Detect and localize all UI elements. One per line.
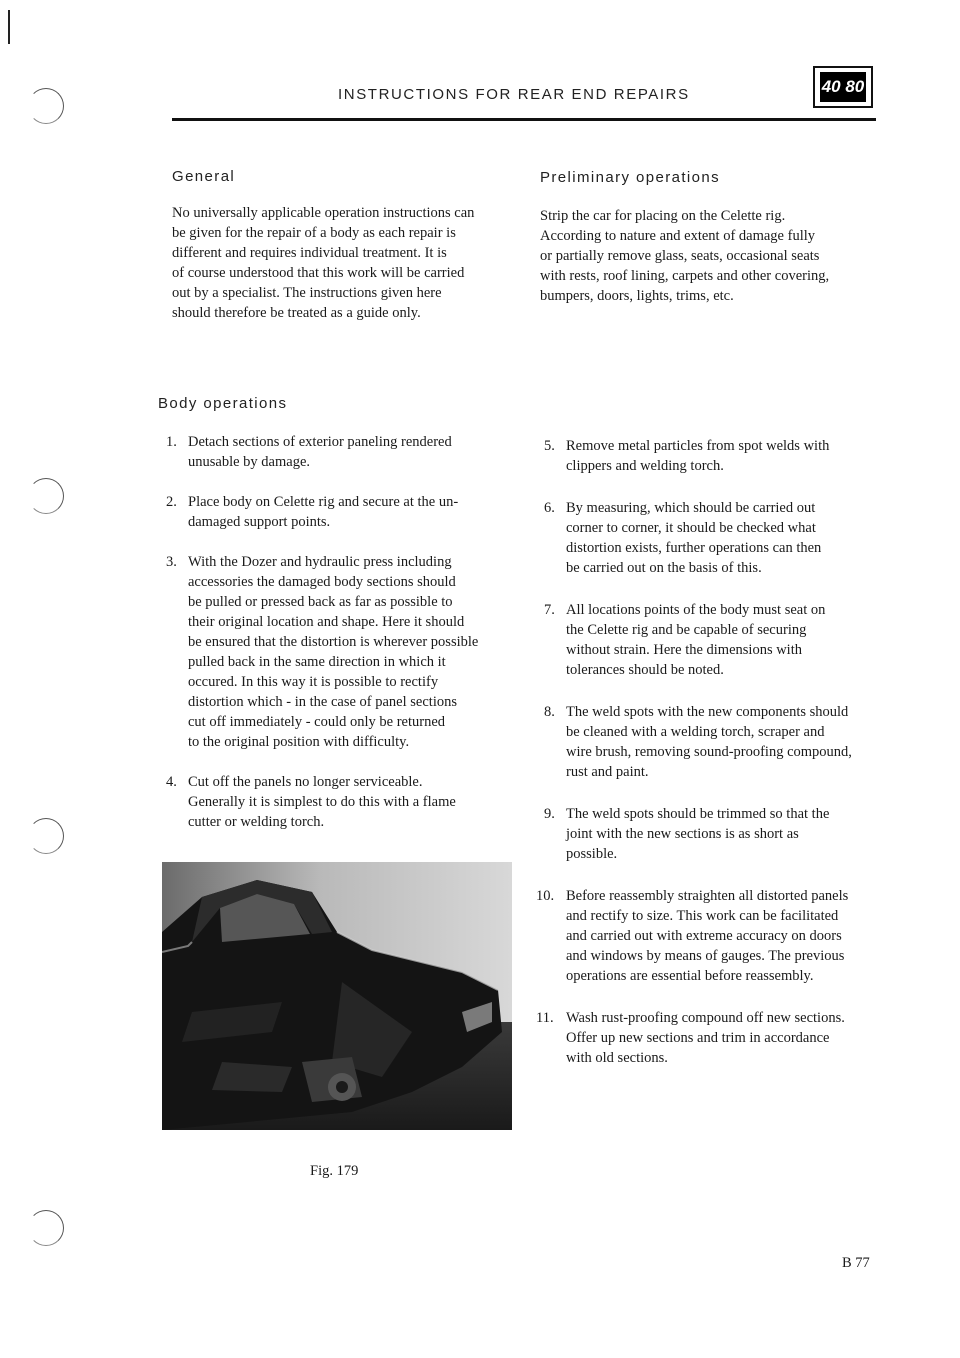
- step-line: By measuring, which should be carried out: [566, 500, 816, 516]
- general-line: should therefore be treated as a guide only.: [172, 305, 421, 321]
- step-line: tolerances should be noted.: [566, 662, 724, 678]
- left-steps: [166, 432, 528, 832]
- step-line: be pulled or pressed back as far as possible to: [188, 594, 453, 610]
- step-number: 11.: [536, 1010, 554, 1026]
- step-line: All locations points of the body must seat on: [566, 602, 826, 618]
- step-line: Before reassembly straighten all distorted panels: [566, 888, 849, 904]
- preliminary-paragraph: [540, 206, 900, 306]
- step-line: to the original position with difficulty.: [188, 734, 410, 750]
- step-line: distortion exists, further operations can then: [566, 540, 822, 556]
- step-line: clippers and welding torch.: [566, 458, 724, 474]
- step-line: unusable by damage.: [188, 454, 311, 470]
- binder-hole-4: [28, 1210, 64, 1246]
- preliminary-line: bumpers, doors, lights, trims, etc.: [540, 288, 734, 304]
- body-operations-heading: Body operations: [158, 395, 288, 412]
- preliminary-heading: Preliminary operations: [540, 169, 721, 186]
- step-item: [544, 600, 906, 680]
- general-line: No universally applicable operation instructions can: [172, 205, 475, 221]
- step-number: 5.: [544, 438, 555, 454]
- step-line: The weld spots with the new components should: [566, 704, 849, 720]
- step-line: cutter or welding torch.: [188, 814, 325, 830]
- general-line: be given for the repair of a body as each repair is: [172, 225, 456, 241]
- figure-caption: Fig. 179: [310, 1163, 359, 1179]
- section-code-box: [813, 66, 873, 108]
- step-number: 1.: [166, 434, 177, 450]
- car-rear-body-illustration: [162, 862, 512, 1130]
- step-number: 6.: [544, 500, 555, 516]
- step-line: be carried out on the basis of this.: [566, 560, 762, 576]
- step-item: [166, 552, 528, 752]
- binder-hole-3: [28, 818, 64, 854]
- page-header-title: INSTRUCTIONS FOR REAR END REPAIRS: [338, 86, 690, 103]
- step-line: and carried out with extreme accuracy on doors: [566, 928, 842, 944]
- step-line: corner to corner, it should be checked what: [566, 520, 816, 536]
- step-line: Cut off the panels no longer serviceable.: [188, 774, 423, 790]
- step-item: [544, 702, 906, 782]
- step-number: 4.: [166, 774, 177, 790]
- preliminary-line: Strip the car for placing on the Celette rig.: [540, 208, 786, 224]
- preliminary-line: or partially remove glass, seats, occasional seats: [540, 248, 820, 264]
- step-line: rust and paint.: [566, 764, 649, 780]
- step-line: cut off immediately - could only be returned: [188, 714, 446, 730]
- section-code: 40 80: [820, 72, 866, 102]
- step-line: With the Dozer and hydraulic press including: [188, 554, 452, 570]
- step-line: and windows by means of gauges. The previous: [566, 948, 845, 964]
- binder-hole-1: [28, 88, 64, 124]
- step-line: and rectify to size. This work can be facilitated: [566, 908, 839, 924]
- step-line: with old sections.: [566, 1050, 668, 1066]
- step-item: [536, 1008, 906, 1068]
- preliminary-line: According to nature and extent of damage fully: [540, 228, 815, 244]
- step-line: their original location and shape. Here it should: [188, 614, 465, 630]
- step-line: Wash rust-proofing compound off new sections.: [566, 1010, 845, 1026]
- step-item: [544, 498, 906, 578]
- step-number: 7.: [544, 602, 555, 618]
- general-paragraph: [172, 203, 532, 323]
- step-line: The weld spots should be trimmed so that the: [566, 806, 830, 822]
- step-item: [166, 492, 528, 532]
- general-line: of course understood that this work will be carried: [172, 265, 465, 281]
- preliminary-line: with rests, roof lining, carpets and other covering,: [540, 268, 830, 284]
- right-steps: [536, 436, 906, 1068]
- general-line: out by a specialist. The instructions given here: [172, 285, 442, 301]
- step-item: [166, 772, 528, 832]
- step-number: 9.: [544, 806, 555, 822]
- step-line: possible.: [566, 846, 618, 862]
- step-line: accessories the damaged body sections should: [188, 574, 456, 590]
- figure-photo: [162, 862, 512, 1130]
- step-number: 2.: [166, 494, 177, 510]
- step-line: Generally it is simplest to do this with a flame: [188, 794, 456, 810]
- header-rule: [172, 118, 876, 121]
- step-line: distortion which - in the case of panel sections: [188, 694, 457, 710]
- step-line: damaged support points.: [188, 514, 331, 530]
- general-heading: General: [172, 168, 236, 185]
- step-line: be ensured that the distortion is wherever possible: [188, 634, 479, 650]
- margin-mark: [8, 10, 10, 44]
- step-line: operations are essential before reassembly.: [566, 968, 814, 984]
- step-number: 10.: [536, 888, 555, 904]
- step-line: the Celette rig and be capable of securing: [566, 622, 807, 638]
- step-item: [544, 436, 906, 476]
- step-line: be cleaned with a welding torch, scraper and: [566, 724, 825, 740]
- binder-hole-2: [28, 478, 64, 514]
- general-line: different and requires individual treatment. It is: [172, 245, 447, 261]
- step-line: Remove metal particles from spot welds with: [566, 438, 830, 454]
- step-item: [536, 886, 906, 986]
- step-line: without strain. Here the dimensions with: [566, 642, 802, 658]
- step-line: Detach sections of exterior paneling rendered: [188, 434, 452, 450]
- page-number: B 77: [842, 1255, 870, 1271]
- step-line: pulled back in the same direction in which it: [188, 654, 446, 670]
- step-line: occured. In this way it is possible to rectify: [188, 674, 439, 690]
- step-line: Place body on Celette rig and secure at the un-: [188, 494, 459, 510]
- step-item: [544, 804, 906, 864]
- step-item: [166, 432, 528, 472]
- step-line: joint with the new sections is as short as: [566, 826, 799, 842]
- step-number: 8.: [544, 704, 555, 720]
- step-line: wire brush, removing sound-proofing compound,: [566, 744, 852, 760]
- step-number: 3.: [166, 554, 177, 570]
- step-line: Offer up new sections and trim in accordance: [566, 1030, 830, 1046]
